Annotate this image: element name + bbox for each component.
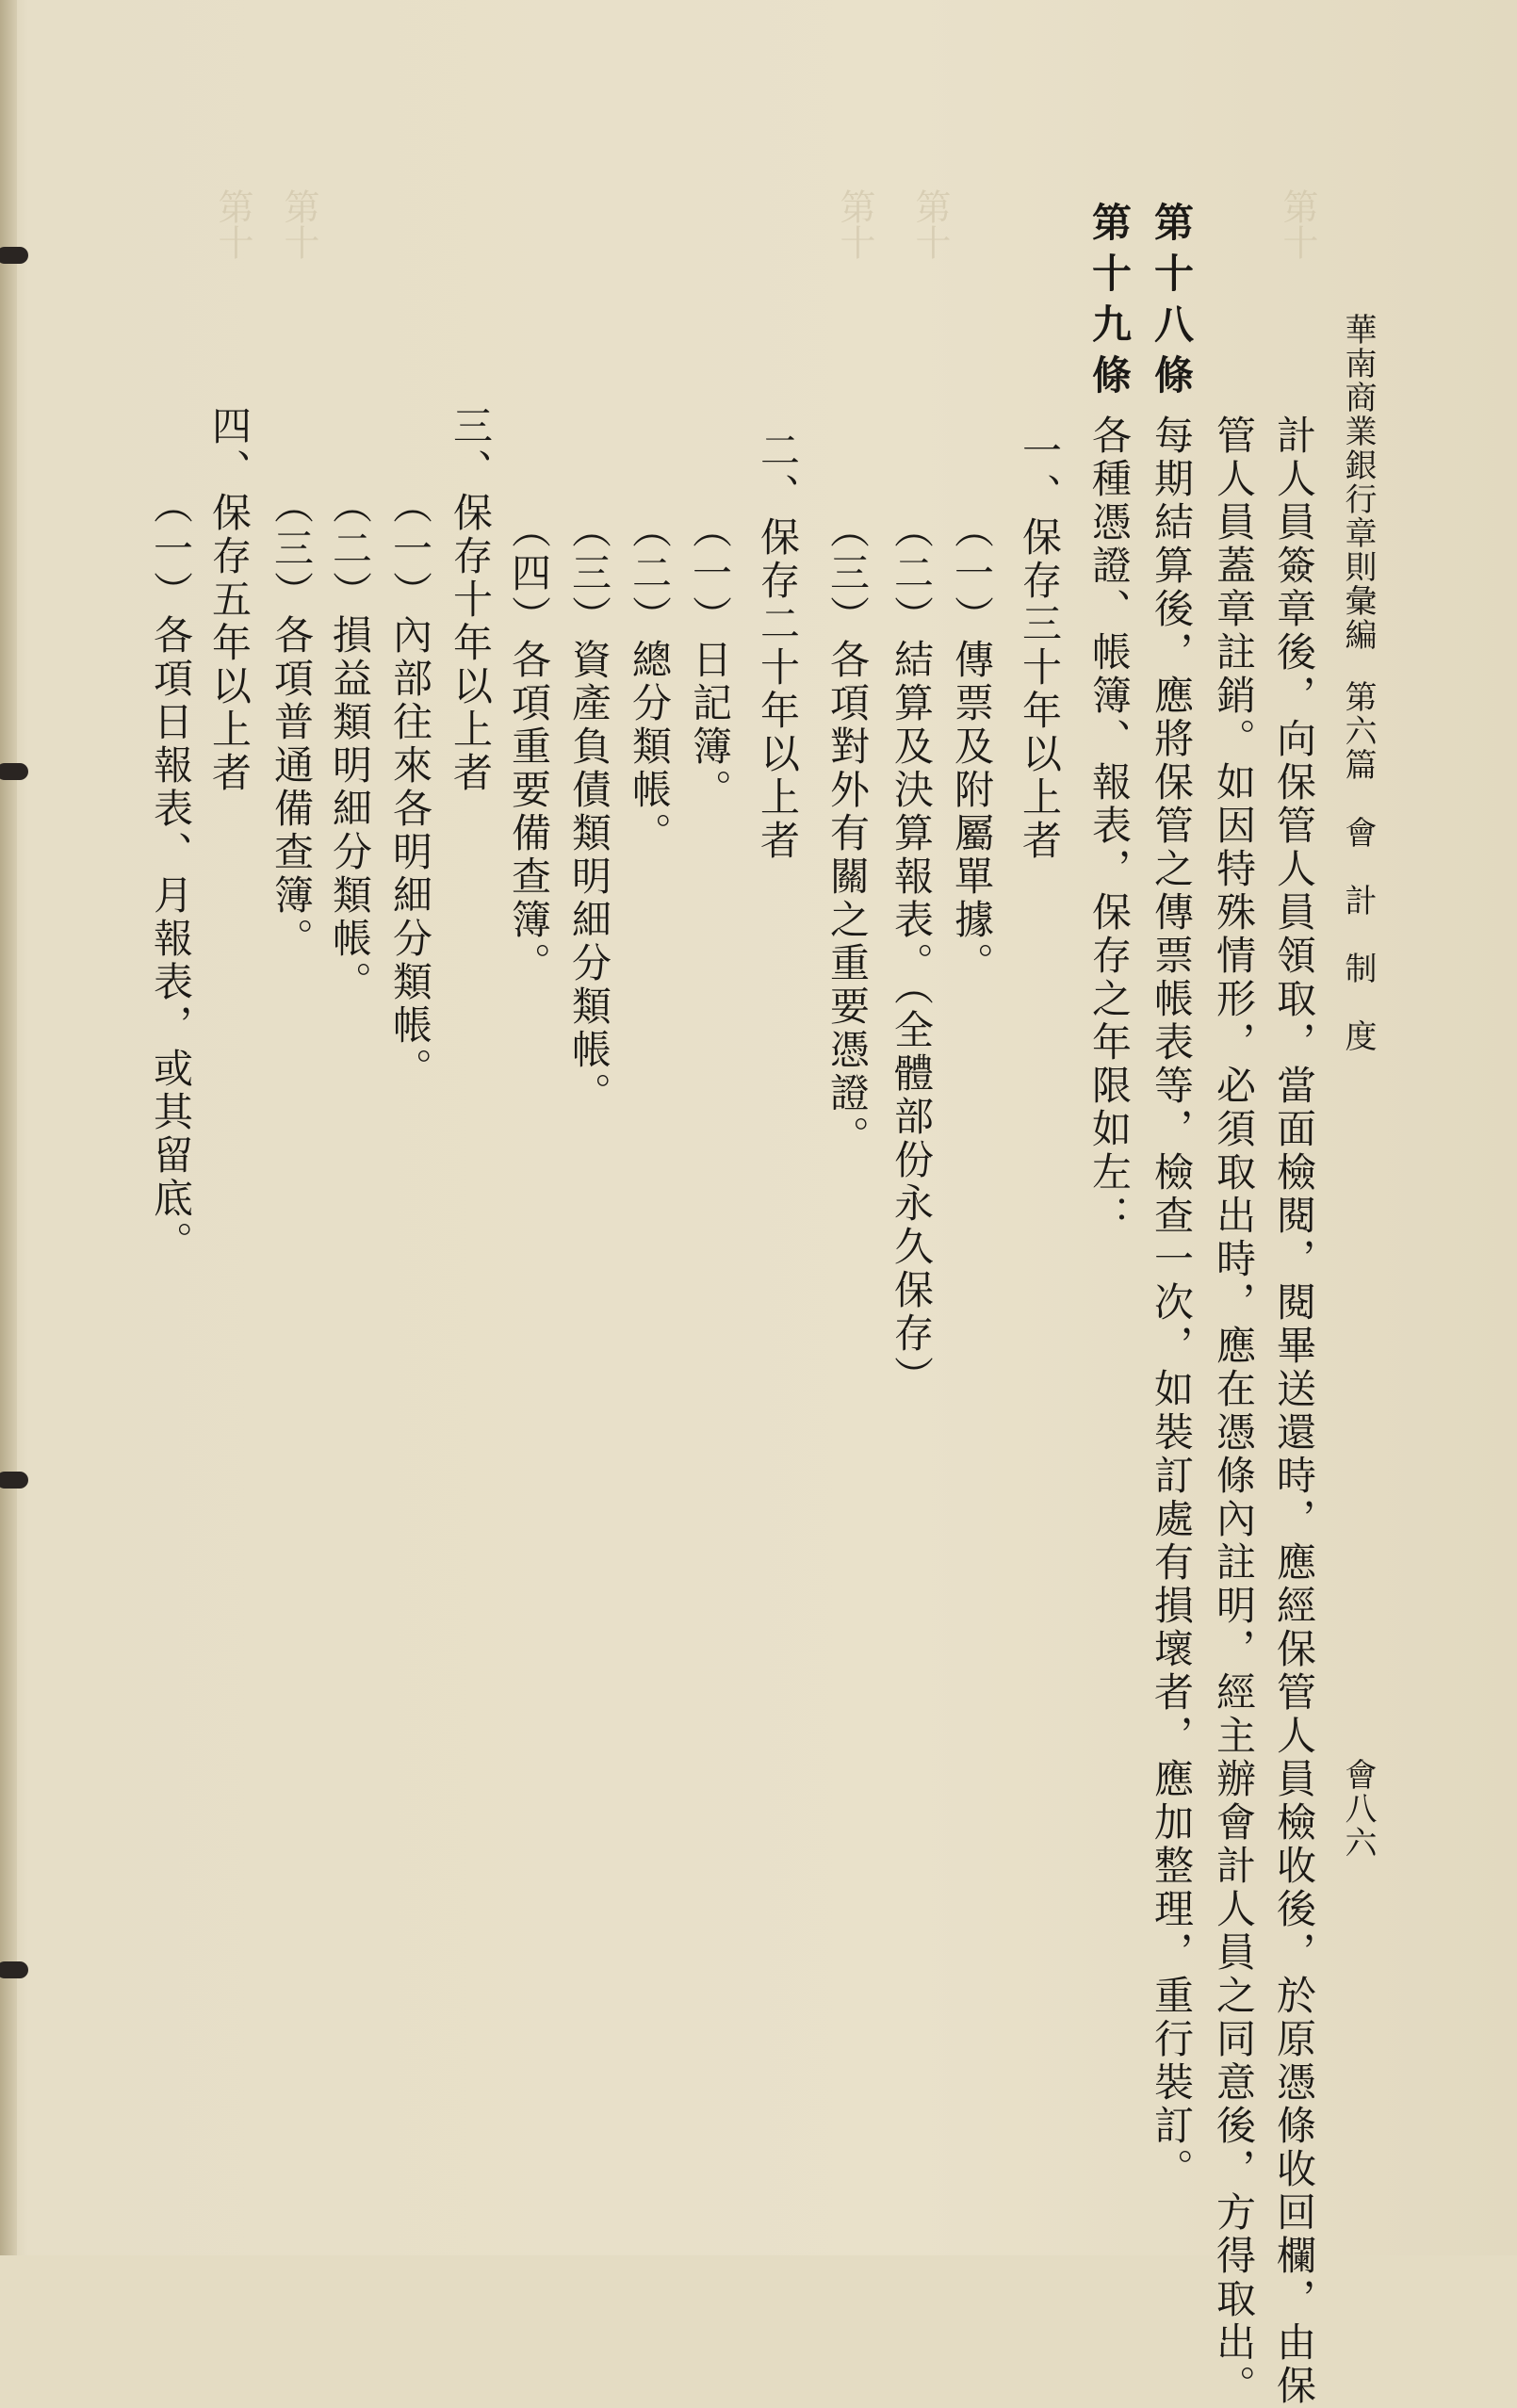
book-spine <box>0 0 17 2255</box>
retention-item: （三）各項對外有關之重要憑證。 <box>824 509 871 1159</box>
retention-item: （二）損益類明細分類帳。 <box>327 484 373 1004</box>
retention-category-title: 三、保存十年以上者 <box>448 405 494 795</box>
paragraph-line: 管人員蓋章註銷。如因特殊情形，必須取出時，應在憑條內註明，經主辦會計人員之同意後，方得取出。 <box>1211 415 1257 2408</box>
article-18-text: 每期結算後，應將保管之傳票帳表等，檢查一次，如裝訂處有損壞者，應加整理，重行裝訂。 <box>1149 415 1195 2191</box>
retention-item: （一）各項日報表、月報表，或其留底。 <box>148 484 194 1264</box>
bleed-through-mark: 第十 <box>834 188 875 260</box>
bleed-through-mark: 第十 <box>278 188 319 260</box>
article-19-text: 各種憑證、帳簿、報表，保存之年限如左： <box>1086 415 1133 1238</box>
retention-item: （一）傳票及附屬單據。 <box>949 509 995 985</box>
retention-item: （四）各項重要備查簿。 <box>506 509 552 985</box>
retention-category-title: 四、保存五年以上者 <box>206 405 253 795</box>
bleed-through-mark: 第十 <box>212 188 253 260</box>
binding-stitch <box>0 763 28 780</box>
retention-item: （三）各項普通備查簿。 <box>269 484 315 961</box>
paragraph-line: 計人員簽章後，向保管人員領取，當面檢閱，閱畢送還時，應經保管人員檢收後，於原憑條收回欄，由保 <box>1271 415 1317 2408</box>
retention-item: （一）日記簿。 <box>687 509 733 812</box>
article-18-label: 第十八條 <box>1149 202 1195 405</box>
binding-stitch <box>0 1961 28 1978</box>
bleed-through-mark: 第十 <box>1277 188 1318 260</box>
article-19-label: 第十九條 <box>1086 202 1133 405</box>
retention-item: （三）資產負債類明細分類帳。 <box>566 509 612 1115</box>
retention-category-title: 二、保存二十年以上者 <box>755 430 801 863</box>
book-title: 華南商業銀行章則彙編 <box>1339 313 1377 652</box>
binding-stitch <box>0 1472 28 1489</box>
retention-category-title: 一、保存三十年以上者 <box>1017 430 1063 863</box>
page-number: 會八六 <box>1339 1758 1377 1860</box>
section-title: 第六篇 會 計 制 度 <box>1339 680 1377 1053</box>
retention-item: （二）結算及決算報表。（全體部份永久保存） <box>889 509 935 1399</box>
retention-item: （一）內部往來各明細分類帳。 <box>387 484 433 1091</box>
binding-stitch <box>0 247 28 264</box>
retention-item: （二）總分類帳。 <box>627 509 673 855</box>
bleed-through-mark: 第十 <box>909 188 951 260</box>
